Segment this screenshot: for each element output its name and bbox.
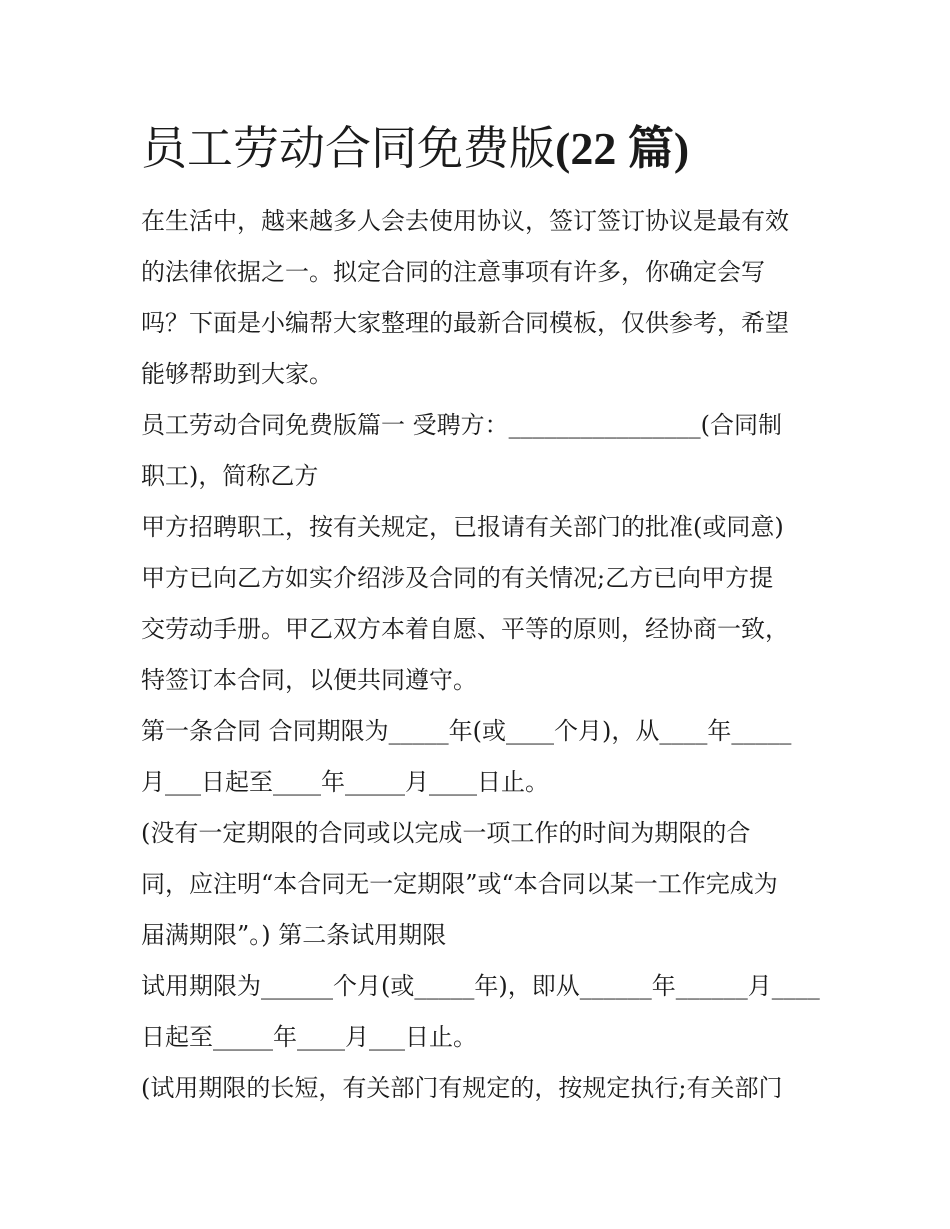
- body-line: 特签订本合同，以便共同遵守。: [141, 666, 477, 694]
- body-line: 职工)，简称乙方: [141, 462, 319, 490]
- body-line: 第一条合同 合同期限为_____年(或____个月)，从____年_____: [141, 717, 792, 745]
- body-line: 在生活中，越来越多人会去使用协议，签订签订协议是最有效: [141, 207, 789, 235]
- document-title: [141, 112, 821, 185]
- body-line: 同，应注明“本合同无一定期限”或“本合同以某一工作完成为: [141, 870, 778, 898]
- document-title-main: 员工劳动合同免费版: [141, 121, 555, 175]
- document-title-suffix: (22 篇): [555, 123, 690, 174]
- body-line: 试用期限为______个月(或_____年)，即从______年______月____: [141, 972, 820, 1000]
- body-line: (试用期限的长短，有关部门有规定的，按规定执行;有关部门: [141, 1074, 783, 1102]
- body-line: 月___日起至____年_____月____日止。: [141, 768, 549, 796]
- body-line: 能够帮助到大家。: [141, 360, 333, 388]
- body-line: 日起至_____年____月___日止。: [141, 1023, 477, 1051]
- body-line: 交劳动手册。甲乙双方本着自愿、平等的原则，经协商一致，: [141, 615, 789, 643]
- document-body: [141, 196, 821, 1114]
- body-line: 届满期限”。) 第二条试用期限: [141, 921, 447, 949]
- body-line: 员工劳动合同免费版篇一 受聘方：________________(合同制: [141, 411, 782, 439]
- body-line: 甲方已向乙方如实介绍涉及合同的有关情况;乙方已向甲方提: [141, 564, 774, 592]
- document-content: [141, 112, 821, 1114]
- body-line: 甲方招聘职工，按有关规定，已报请有关部门的批准(或同意): [141, 513, 784, 541]
- body-line: 吗？下面是小编帮大家整理的最新合同模板，仅供参考，希望: [141, 309, 789, 337]
- body-line: 的法律依据之一。拟定合同的注意事项有许多，你确定会写: [141, 258, 765, 286]
- body-line: (没有一定期限的合同或以完成一项工作的时间为期限的合: [141, 819, 751, 847]
